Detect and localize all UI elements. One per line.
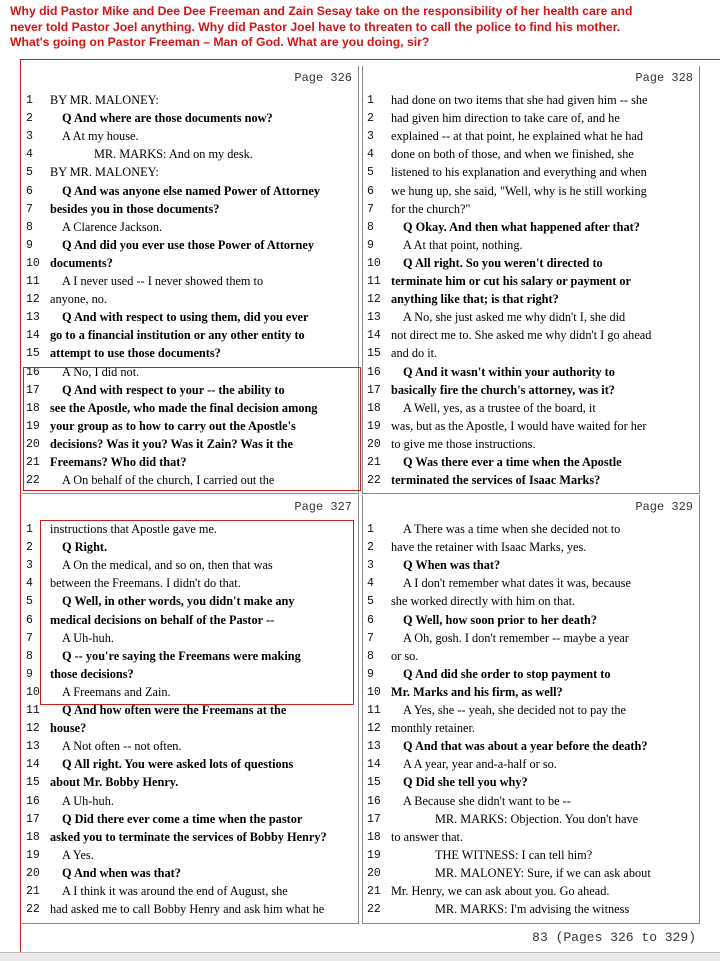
line-text: Q Did she tell you why? [403,775,528,790]
line-number: 9 [26,238,33,252]
transcript-line [363,454,699,472]
transcript-line [363,865,699,883]
line-text: to answer that. [391,829,464,844]
line-number: 20 [367,437,381,451]
line-text: terminated the services of Isaac Marks? [391,473,601,488]
transcript-line [363,400,699,418]
line-text: was, but as the Apostle, I would have waited for her [391,418,647,433]
line-text: A Freemans and Zain. [62,684,171,699]
transcript-line [363,557,699,575]
line-number: 22 [26,474,40,488]
transcript-line [22,738,358,756]
line-number: 14 [26,329,40,343]
transcript-line [363,521,699,539]
line-text: not direct me to. She asked me why didn't I go ahead [391,328,652,343]
line-text: had done on two items that she had given him -- she [391,93,648,107]
transcript-line [363,901,699,919]
line-text: A Yes, she -- yeah, she decided not to pay the [403,703,627,717]
line-text: A Uh-huh. [62,630,114,645]
line-text: basically fire the church's attorney, was it? [391,382,615,397]
line-text: Q -- you're saying the Freemans were making [62,648,301,663]
line-number: 18 [367,401,381,415]
line-number: 18 [26,830,40,844]
line-text: Q And with respect to your -- the ability to [62,382,285,397]
transcript-line [363,382,699,400]
line-text: A Yes. [62,847,94,862]
transcript-line [22,255,358,273]
line-text: A There was a time when she decided not to [403,522,621,536]
line-number: 1 [367,94,374,107]
line-number: 20 [367,866,381,880]
line-text: Mr. Henry, we can ask about you. Go ahead. [391,884,610,898]
transcript-line [22,774,358,792]
transcript-line [363,593,699,611]
page-number-label: Page 329 [635,500,693,514]
line-number: 13 [26,740,40,754]
line-text: asked you to terminate the services of Bobby Henry? [50,829,327,844]
line-number: 12 [367,293,381,307]
line-number: 3 [26,559,33,573]
line-text: attempt to use those documents? [50,346,221,361]
line-text: A No, I did not. [62,364,140,379]
transcript-line [22,829,358,847]
transcript-line [363,255,699,273]
line-number: 8 [26,220,33,234]
line-number: 16 [367,794,381,808]
transcript-line [363,756,699,774]
line-number: 14 [367,329,381,343]
line-number: 12 [26,293,40,307]
transcript-line [22,847,358,865]
line-text: Q And was anyone else named Power of Attorney [62,183,320,198]
transcript-line [363,720,699,738]
annotation-header [10,4,714,51]
annotation-line-3: What's going on Pastor Freeman – Man of God. What are you doing, sir? [10,35,430,50]
line-text: A I don't remember what dates it was, because [403,576,631,591]
line-text: Q And with respect to using them, did you ever [62,310,309,325]
line-text: A At that point, nothing. [403,237,523,252]
line-text: done on both of those, and when we finished, she [391,147,634,162]
line-number: 13 [367,740,381,754]
transcript-line [363,847,699,865]
line-number: 3 [367,559,374,573]
line-number: 6 [367,613,374,627]
line-number: 21 [26,885,40,898]
line-number: 14 [367,758,381,772]
line-number: 20 [26,866,40,880]
transcript-line [363,345,699,363]
transcript-line [22,128,358,146]
line-number: 12 [367,722,381,736]
line-text: between the Freemans. I didn't do that. [50,576,241,591]
line-number: 10 [367,256,381,270]
highlight-box-326 [23,364,361,491]
transcript-line [363,774,699,792]
transcript-line [363,883,699,901]
line-text: Q Was there ever a time when the Apostle [403,455,622,469]
line-text: Q When was that? [403,558,501,573]
line-number: 1 [367,523,374,536]
line-text: Q All right. You were asked lots of questions [62,757,294,772]
transcript-line [363,630,699,648]
line-number: 22 [26,903,40,917]
line-text: had given him direction to take care of, and he [391,111,620,126]
line-text: decisions? Was it you? Was it Zain? Was it the [50,436,293,451]
transcript-line [363,92,699,110]
line-text: Q All right. So you weren't directed to [403,255,603,270]
line-number: 17 [26,383,40,397]
line-number: 6 [367,184,374,198]
line-number: 2 [26,112,33,126]
annotation-line-1: Why did Pastor Mike and Dee Dee Freeman and Zain Sesay take on the responsibility of her health care and [10,4,633,18]
line-text: A At my house. [62,129,139,144]
line-text: your group as to how to carry out the Apostle's [50,418,296,433]
line-text: A Oh, gosh. I don't remember -- maybe a year [403,630,629,645]
transcript-line [22,309,358,327]
line-text: we hung up, she said, "Well, why is he still working [391,183,647,198]
line-text: anything like that; is that right? [391,292,559,307]
line-number: 9 [367,238,374,252]
line-number: 6 [26,184,33,198]
transcript-line [363,183,699,201]
line-text: and do it. [391,346,438,361]
transcript-line [22,865,358,883]
line-text: Q And when was that? [62,865,181,880]
line-number: 7 [26,631,33,645]
transcript-line [363,811,699,829]
line-text: A I never used -- I never showed them to [62,274,264,288]
transcript-line [22,793,358,811]
line-number: 5 [367,595,374,609]
transcript-line [22,219,358,237]
line-text: Q Okay. And then what happened after that? [403,219,640,234]
line-text: those decisions? [50,666,134,681]
line-number: 16 [26,365,40,379]
line-text: A Clarence Jackson. [62,219,163,234]
line-text: explained -- at that point, he explained what he had [391,129,643,144]
line-number: 18 [367,830,381,844]
line-text: A Well, yes, as a trustee of the board, it [403,400,596,415]
line-number: 7 [367,631,374,645]
transcript-line [22,883,358,901]
line-number: 10 [367,685,381,699]
line-number: 17 [26,812,40,826]
transcript-line [22,92,358,110]
line-text: terminate him or cut his salary or payment or [391,274,631,288]
line-number: 2 [367,112,374,126]
line-text: BY MR. MALONEY: [50,165,159,180]
transcript-line [22,811,358,829]
transcript-line [363,364,699,382]
line-text: Q And did she order to stop payment to [403,666,611,681]
line-number: 2 [367,541,374,555]
transcript-line [363,436,699,454]
line-number: 5 [367,166,374,180]
transcript-line [363,418,699,436]
transcript-line [363,273,699,291]
line-number: 17 [367,812,381,826]
transcript-line [22,183,358,201]
line-number: 9 [26,667,33,681]
transcript-page-326 [22,66,359,494]
line-text: Q Right. [62,540,108,555]
transcript-line [22,901,358,919]
transcript-line [363,539,699,557]
transcript-line [363,201,699,219]
transcript-line [363,309,699,327]
line-text: had asked me to call Bobby Henry and ask him what he [50,902,325,917]
line-number: 13 [367,311,381,325]
left-margin-line [20,59,21,961]
line-text: Q And how often were the Freemans at the [62,703,287,717]
line-text: A No, she just asked me why didn't I, she did [403,310,626,325]
line-number: 15 [367,347,381,361]
line-text: house? [50,721,87,736]
line-text: instructions that Apostle gave me. [50,522,218,536]
line-text: A Not often -- not often. [62,739,182,754]
transcript-line [363,738,699,756]
line-text: or so. [391,648,419,663]
line-text: have the retainer with Isaac Marks, yes. [391,540,587,555]
line-number: 8 [367,649,374,663]
page-footer: 83 (Pages 326 to 329) [532,930,696,945]
line-number: 13 [26,311,40,325]
transcript-line [363,110,699,128]
line-number: 11 [26,704,40,717]
transcript-line [22,164,358,182]
line-number: 11 [367,275,381,288]
line-text: anyone, no. [50,292,108,307]
line-text: Q And did you ever use those Power of Attorney [62,237,314,252]
line-number: 8 [367,220,374,234]
line-number: 14 [26,758,40,772]
line-text: A A year, year and-a-half or so. [403,757,557,772]
transcript-line [363,575,699,593]
annotation-line-2: never told Pastor Joel anything. Why did Pastor Joel have to threaten to call the police to find his mother. [10,19,621,34]
line-number: 5 [26,595,33,609]
transcript-line [22,273,358,291]
line-number: 17 [367,383,381,397]
transcript-line [22,146,358,164]
line-text: she worked directly with him on that. [391,594,576,609]
line-number: 8 [26,649,33,663]
line-text: A I think it was around the end of August, she [62,884,288,898]
transcript-line [363,291,699,309]
page-number-label: Page 326 [294,71,352,85]
line-text: monthly retainer. [391,721,476,736]
line-text: medical decisions on behalf of the Pastor -- [50,612,275,627]
line-text: Freemans? Who did that? [50,455,187,469]
line-text: Q Well, in other words, you didn't make any [62,594,295,609]
line-text: Q Did there ever come a time when the pastor [62,811,303,826]
line-text: about Mr. Bobby Henry. [50,775,179,790]
line-number: 7 [26,202,33,216]
transcript-line [363,327,699,345]
line-number: 22 [367,474,381,488]
line-number: 15 [367,776,381,790]
transcript-line [363,793,699,811]
transcript-line [363,648,699,666]
line-number: 21 [367,456,381,469]
transcript-line [363,219,699,237]
transcript-line [363,237,699,255]
transcript-line [363,472,699,490]
line-number: 15 [26,347,40,361]
line-number: 3 [26,130,33,144]
line-text: MR. MARKS: I'm advising the witness [435,902,630,917]
transcript-line [22,720,358,738]
line-text: MR. MARKS: And on my desk. [94,147,253,162]
line-number: 3 [367,130,374,144]
transcript-page-328 [362,66,700,494]
line-text: see the Apostle, who made the final decision among [50,400,318,415]
transcript-line [22,291,358,309]
line-number: 16 [26,794,40,808]
transcript-line [363,666,699,684]
line-text: besides you in those documents? [50,201,220,216]
line-number: 21 [367,885,381,898]
line-number: 7 [367,202,374,216]
line-text: Q Well, how soon prior to her death? [403,612,598,627]
page-number-label: Page 328 [635,71,693,85]
line-number: 6 [26,613,33,627]
line-number: 9 [367,667,374,681]
line-text: A Uh-huh. [62,793,114,808]
line-text: go to a financial institution or any other entity to [50,328,305,343]
transcript-line [22,327,358,345]
line-number: 18 [26,401,40,415]
transcript-line [22,237,358,255]
transcript-line [22,345,358,363]
line-text: for the church?" [391,201,471,216]
line-number: 19 [26,848,40,862]
transcript-line [363,164,699,182]
line-number: 19 [367,848,381,862]
line-number: 4 [367,577,374,591]
transcript-line [363,829,699,847]
line-text: to give me those instructions. [391,436,536,451]
transcript-line [363,684,699,702]
line-text: listened to his explanation and everything and when [391,165,647,180]
line-number: 4 [26,577,33,591]
line-number: 2 [26,541,33,555]
transcript-page-327 [22,495,359,924]
transcript-line [363,146,699,164]
line-text: A Because she didn't want to be -- [403,793,571,808]
page-number-label: Page 327 [294,500,352,514]
line-number: 4 [367,148,374,162]
transcript-line [22,756,358,774]
line-text: A On behalf of the church, I carried out the [62,473,275,488]
line-number: 15 [26,776,40,790]
transcript-line [22,201,358,219]
line-number: 1 [26,94,33,107]
line-number: 5 [26,166,33,180]
line-number: 12 [26,722,40,736]
transcript-line [363,702,699,720]
transcript-line [22,110,358,128]
line-text: BY MR. MALONEY: [50,93,159,107]
line-text: Mr. Marks and his firm, as well? [391,684,563,699]
line-text: A On the medical, and so on, then that was [62,558,273,573]
line-number: 20 [26,437,40,451]
line-number: 19 [26,419,40,433]
line-text: THE WITNESS: I can tell him? [435,847,593,862]
line-number: 19 [367,419,381,433]
transcript-page-329 [362,495,700,924]
line-text: MR. MARKS: Objection. You don't have [435,811,639,826]
line-number: 10 [26,256,40,270]
header-divider [20,59,720,60]
line-number: 16 [367,365,381,379]
line-number: 1 [26,523,33,536]
line-text: MR. MALONEY: Sure, if we can ask about [435,865,651,880]
line-text: documents? [50,255,113,270]
transcript-line [363,128,699,146]
line-number: 10 [26,685,40,699]
line-text: Q And where are those documents now? [62,111,273,126]
line-number: 11 [26,275,40,288]
highlight-box-327 [40,520,354,705]
line-number: 11 [367,704,381,717]
line-number: 21 [26,456,40,469]
line-text: Q And it wasn't within your authority to [403,364,615,379]
line-number: 4 [26,148,33,162]
line-text: Q And that was about a year before the death? [403,739,648,754]
transcript-line [363,612,699,630]
line-number: 22 [367,903,381,917]
